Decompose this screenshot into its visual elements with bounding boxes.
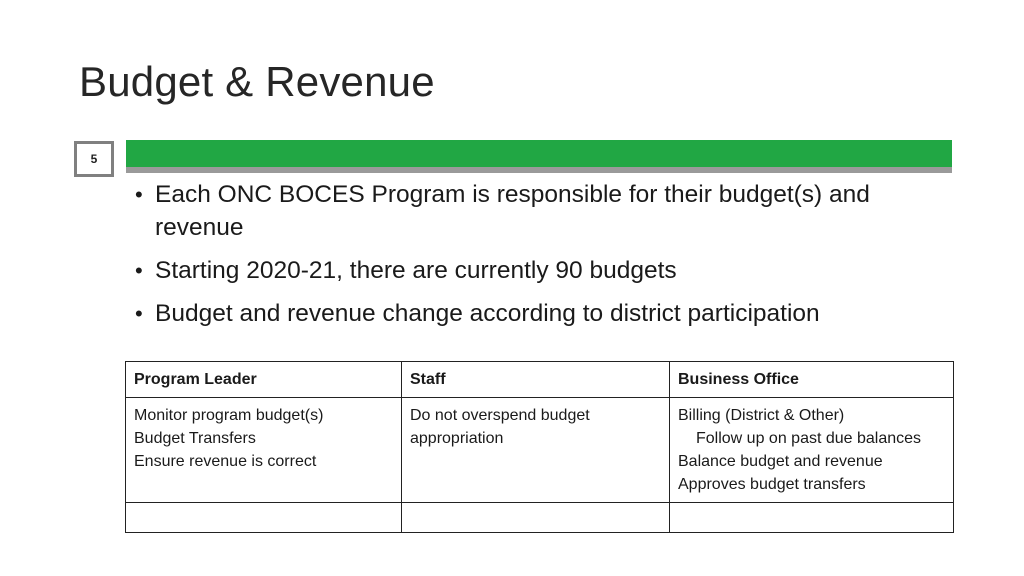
business-office-item: Approves budget transfers bbox=[678, 476, 866, 493]
empty-cell bbox=[670, 503, 954, 533]
program-leader-item: Monitor program budget(s) bbox=[134, 407, 324, 424]
header-program-leader: Program Leader bbox=[126, 362, 402, 398]
bullet-item: • Starting 2020-21, there are currently 90 budgets bbox=[135, 254, 935, 287]
bullet-list bbox=[135, 178, 935, 340]
slide-number: 5 bbox=[90, 152, 98, 166]
responsibility-table bbox=[125, 361, 954, 533]
bullet-item: • Budget and revenue change according to district participation bbox=[135, 297, 935, 330]
header-staff: Staff bbox=[402, 362, 670, 398]
empty-cell bbox=[402, 503, 670, 533]
business-office-item: Billing (District & Other) bbox=[678, 407, 845, 424]
header-business-office: Business Office bbox=[670, 362, 954, 398]
gray-accent-bar bbox=[126, 167, 952, 173]
empty-cell bbox=[126, 503, 402, 533]
green-accent-bar bbox=[126, 140, 952, 167]
slide-number-badge bbox=[74, 141, 114, 177]
table-header-row bbox=[126, 362, 954, 398]
program-leader-item: Budget Transfers bbox=[134, 430, 256, 447]
staff-item: Do not overspend budget appropriation bbox=[410, 407, 590, 447]
staff-cell bbox=[402, 398, 670, 503]
bullet-item: • Each ONC BOCES Program is responsible for their budget(s) and revenue bbox=[135, 178, 935, 244]
program-leader-cell bbox=[126, 398, 402, 503]
business-office-cell bbox=[670, 398, 954, 503]
slide-title: Budget & Revenue bbox=[79, 58, 435, 105]
program-leader-item: Ensure revenue is correct bbox=[134, 453, 317, 470]
business-office-item: Follow up on past due balances bbox=[696, 430, 922, 447]
table-row-empty bbox=[126, 503, 954, 533]
table-row bbox=[126, 398, 954, 503]
business-office-item: Balance budget and revenue bbox=[678, 453, 883, 470]
